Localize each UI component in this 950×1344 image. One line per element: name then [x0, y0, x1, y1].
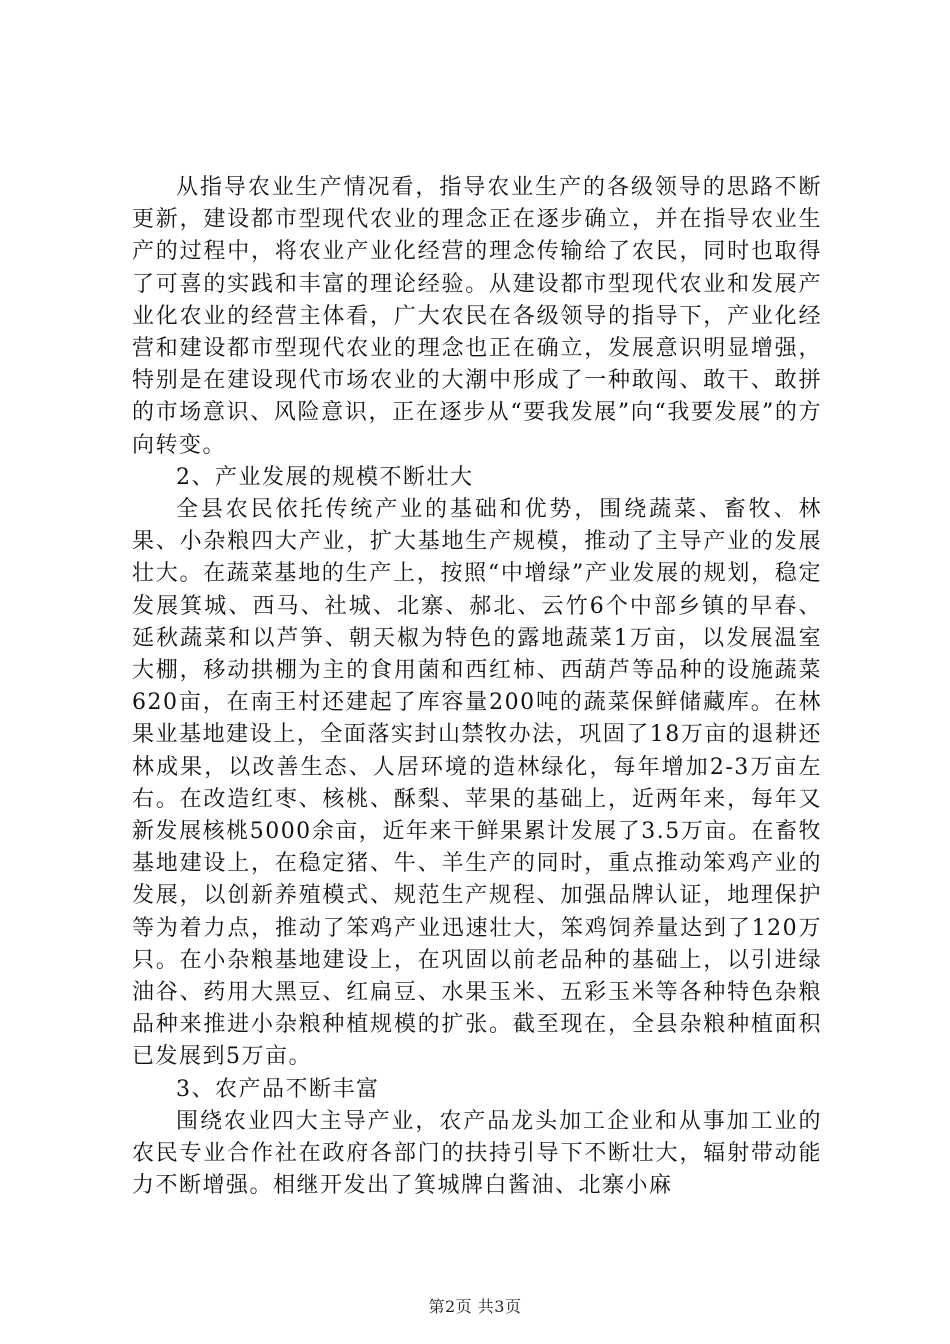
paragraph-agri-products: 围绕农业四大主导产业，农产品龙头加工企业和从事加工业的农民专业合作社在政府各部门的扶持引导下不断壮大，辐射带动能力不断增强。相继开发出了箕城牌白酱油、北寨小麻	[132, 1108, 822, 1199]
paragraph-practice-experience: 从指导农业生产情况看，指导农业生产的各级领导的思路不断更新，建设都市型现代农业的理念正在逐步确立，并在指导农业生产的过程中，将农业产业化经营的理念传输给了农民，同时也取得了可喜的实践和丰富的理论经验。从建设都市型现代农业和发展产业化农业的经营主体看，广大农民在各级领导的指导下，产业化经营和建设都市型现代农业的理念也正在确立，发展意识明显增强，特别是在建设现代市场农业的大潮中形成了一种敢闯、敢干、敢拼的市场意识、风险意识，正在逐步从“要我发展”向“我要发展”的方向转变。	[132, 175, 822, 458]
page-footer: 第2页 共3页	[428, 1297, 522, 1316]
paragraph-industry-scale: 全县农民依托传统产业的基础和优势，围绕蔬菜、畜牧、林果、小杂粮四大产业，扩大基地生产规模，推动了主导产业的发展壮大。在蔬菜基地的生产上，按照“中增绿”产业发展的规划，稳定发展箕城、西马、社城、北寨、郝北、云竹6个中部乡镇的早春、延秋蔬菜和以芦笋、朝天椒为特色的露地蔬菜1万亩，以发展温室大棚，移动拱棚为主的食用菌和西红柿、西葫芦等品种的设施蔬菜620亩，在南王村还建起了库容量200吨的蔬菜保鲜储藏库。在林果业基地建设上，全面落实封山禁牧办法，巩固了18万亩的退耕还林成果，以改善生态、人居环境的造林绿化，每年增加2-3万亩左右。在改造红枣、核桃、酥梨、苹果的基础上，近两年来，每年又新发展核桃5000余亩，近年来干鲜果累计发展了3.5万亩。在畜牧基地建设上，在稳定猪、牛、羊生产的同时，重点推动笨鸡产业的发展，以创新养殖模式、规范生产规程、加强品牌认证，地理保护等为着力点，推动了笨鸡产业迅速壮大，笨鸡饲养量达到了120万只。在小杂粮基地建设上，在巩固以前老品种的基础上，以引进绿油谷、药用大黑豆、红扁豆、水果玉米、五彩玉米等各种特色杂粮品种来推进小杂粮种植规模的扩张。截至现在，全县杂粮种植面积已发展到5万亩。	[132, 497, 822, 1070]
section-heading-agri-products: 3、农产品不断丰富	[176, 1076, 380, 1102]
section-heading-industry-scale: 2、产业发展的规模不断壮大	[176, 464, 474, 490]
document-body	[132, 172, 822, 1203]
